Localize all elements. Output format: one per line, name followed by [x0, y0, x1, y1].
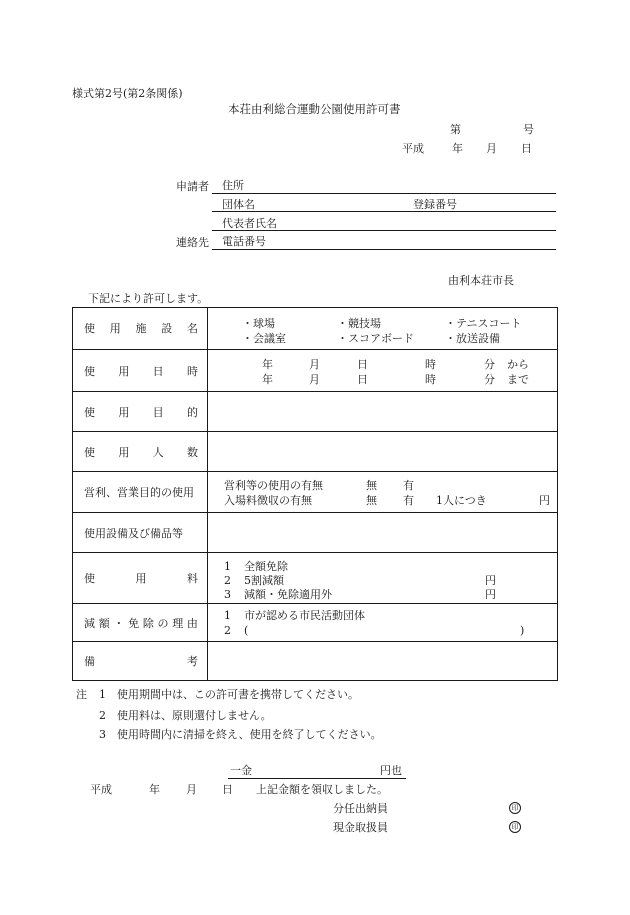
- date-month: 月: [486, 142, 497, 155]
- fee-label: 使 用 料: [84, 572, 198, 585]
- date-year: 年: [452, 142, 463, 155]
- row-people: [73, 431, 557, 472]
- reason-paren-open: (: [244, 624, 249, 637]
- facility-option-stadium: ・競技場: [337, 317, 381, 330]
- permit-table: [72, 307, 558, 681]
- from-month: 月: [309, 358, 320, 371]
- receipt-era: 平成: [90, 783, 112, 796]
- facility-option-meeting-room: ・会議室: [242, 332, 286, 345]
- fee-option-half-reduction: 5割減額: [244, 574, 284, 587]
- until-label: まで: [507, 373, 529, 386]
- row-remarks: [73, 641, 557, 681]
- receipt-month: 月: [186, 783, 197, 796]
- note-2-text: 使用料は、原則還付しません。: [117, 709, 272, 722]
- from-label: から: [507, 358, 529, 371]
- commercial-use-question: 営利等の使用の有無: [224, 479, 323, 492]
- receipt-year: 年: [149, 783, 160, 796]
- reason-option-2-number: 2: [224, 624, 231, 637]
- fee-option-2-number: 2: [224, 574, 231, 587]
- commercial-label: 営利、営業目的の使用: [84, 486, 194, 499]
- row-reduction-reason: [73, 603, 557, 642]
- note-2-number: 2: [99, 709, 106, 722]
- permit-no-prefix: 第: [450, 123, 461, 136]
- people-label: 使 用 人 数: [84, 445, 198, 459]
- applicant-label: 申請者: [176, 180, 209, 193]
- receipt-amount-prefix: 一金: [230, 764, 252, 777]
- until-hour: 時: [425, 373, 436, 386]
- form-number: 様式第2号(第2条関係): [72, 87, 183, 100]
- receipt-amount-suffix: 円也: [380, 764, 402, 777]
- fee-standard-yen: 円: [485, 588, 496, 601]
- permit-no-suffix: 号: [523, 123, 534, 136]
- purpose-label: 使 用 目 的: [84, 405, 198, 419]
- until-day: 日: [357, 373, 368, 386]
- commercial-use-no: 無: [366, 479, 377, 492]
- fee-option-full-exemption: 全額免除: [244, 560, 288, 573]
- facility-option-ballpark: ・球場: [242, 317, 275, 330]
- representative-line: [212, 230, 556, 231]
- registration-number-label: 登録番号: [413, 198, 457, 211]
- date-day: 日: [521, 142, 532, 155]
- facility-label: 使 用 施 設 名: [84, 322, 198, 335]
- intro-text: 下記により許可します。: [88, 292, 209, 305]
- admission-fee-yes: 有: [403, 494, 414, 507]
- address-line: [212, 193, 556, 194]
- receipt-day: 日: [222, 783, 233, 796]
- officer-1-seal-icon: 印: [509, 802, 521, 814]
- receipt-amount-line: [228, 778, 406, 779]
- officer-2-seal-icon: 印: [509, 821, 521, 833]
- group-name-label: 団体名: [222, 198, 255, 211]
- reason-option-civic-group: 市が認める市民活動団体: [244, 609, 365, 622]
- officer-1-label: 分任出納員: [333, 802, 388, 815]
- contact-label: 連絡先: [176, 236, 209, 249]
- facility-option-tennis-court: ・テニスコート: [445, 317, 522, 330]
- row-fee: [73, 552, 557, 604]
- note-3-number: 3: [99, 728, 106, 741]
- address-label: 住所: [222, 179, 244, 192]
- receipt-statement: 上記金額を領収しました。: [256, 783, 388, 796]
- reduction-reason-label: 減 額 ・ 免 除 の 理 由: [84, 616, 198, 630]
- row-equipment: [73, 512, 557, 553]
- until-month: 月: [309, 373, 320, 386]
- document-title: 本荘由利総合運動公園使用許可書: [228, 102, 401, 116]
- per-person-label: 1人につき: [436, 494, 487, 507]
- from-hour: 時: [425, 358, 436, 371]
- equipment-label: 使用設備及び備品等: [84, 526, 183, 540]
- fee-option-not-applicable: 減額・免除適用外: [244, 588, 332, 601]
- row-commercial: [73, 471, 557, 513]
- note-1-text: 使用期間中は、この許可書を携帯してください。: [117, 688, 359, 701]
- date-era: 平成: [402, 142, 424, 155]
- facility-option-scoreboard: ・スコアボード: [337, 332, 414, 345]
- note-3-text: 使用時間内に清掃を終え、使用を終了してください。: [117, 728, 382, 741]
- from-day: 日: [357, 358, 368, 371]
- datetime-label: 使 用 日 時: [84, 364, 198, 378]
- commercial-use-yes: 有: [403, 479, 414, 492]
- remarks-label: 備 考: [84, 655, 198, 668]
- phone-label: 電話番号: [222, 235, 266, 248]
- fee-half-yen: 円: [485, 574, 496, 587]
- note-1-number: 1: [99, 688, 106, 701]
- from-year: 年: [262, 358, 273, 371]
- notes-prefix: 注: [76, 688, 87, 701]
- reason-option-1-number: 1: [224, 609, 231, 622]
- row-datetime: [73, 349, 557, 392]
- until-year: 年: [262, 373, 273, 386]
- row-facility: [73, 308, 557, 349]
- group-name-line: [212, 211, 556, 212]
- representative-label: 代表者氏名: [222, 217, 277, 230]
- reason-paren-close: ): [520, 624, 525, 637]
- fee-option-1-number: 1: [224, 560, 231, 573]
- admission-fee-question: 入場料徴収の有無: [224, 494, 312, 507]
- row-purpose: [73, 391, 557, 432]
- facility-option-broadcast: ・放送設備: [445, 332, 500, 345]
- phone-line: [212, 249, 556, 250]
- issuer-title: 由利本荘市長: [448, 274, 514, 287]
- until-minute: 分: [484, 373, 495, 386]
- admission-fee-no: 無: [366, 494, 377, 507]
- admission-yen: 円: [539, 494, 550, 507]
- officer-2-label: 現金取扱員: [333, 821, 388, 834]
- from-minute: 分: [484, 358, 495, 371]
- fee-option-3-number: 3: [224, 588, 231, 601]
